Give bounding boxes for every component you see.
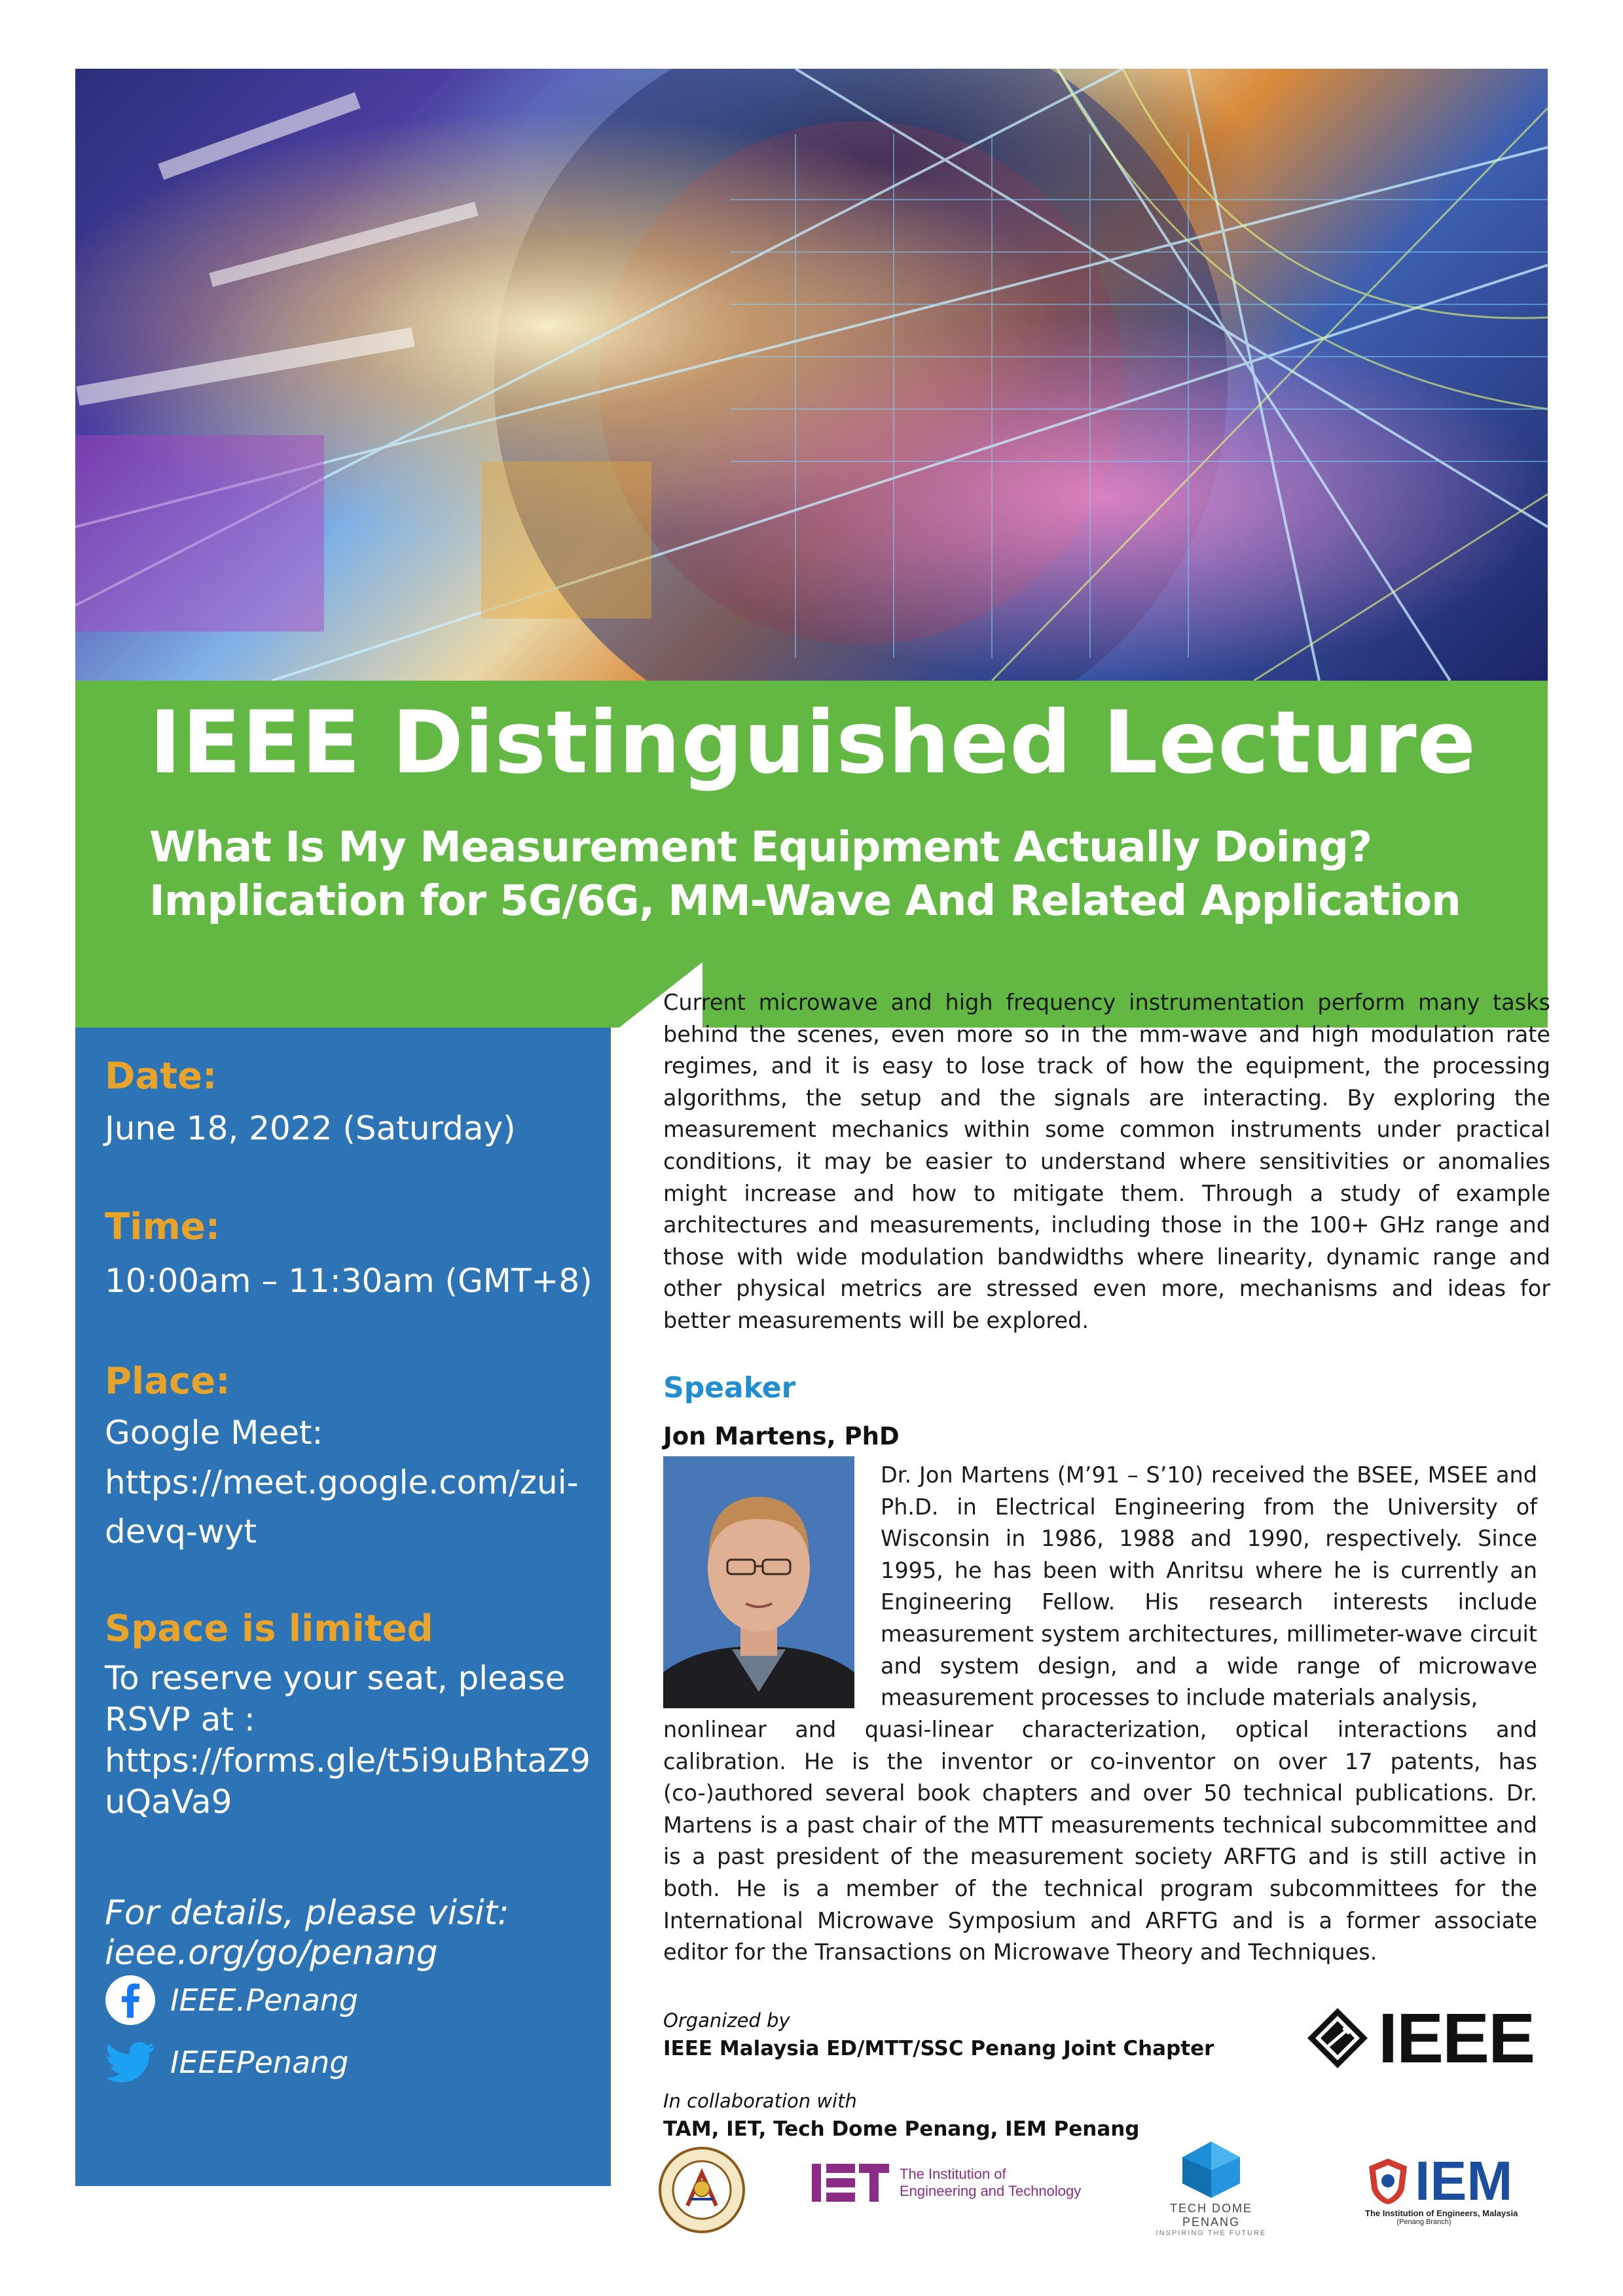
date-heading: Date: (105, 1055, 217, 1098)
lecture-abstract: Current microwave and high frequency instrumentation perform many tasks behind the scenes, even more so in the mm-wave and high modulation rate regimes, and it is easy to lose track of how the equipment, the processing algorithms, the setup and the signals are interacting. By exploring the measurement mechanics within some common instruments under practical conditions, it may be easier to understand where sensitivities or anomalies might increase and how to mitigate them. Through a study of example architectures and measurements, including those in the 100+ GHz range and those with wide modulation bandwidths where linearity, dynamic range and other physical metrics are stressed even more, mechanisms and ideas for better measurements will be explored. (663, 990, 1550, 1333)
iem-logo-text: IEM (1415, 2150, 1513, 2212)
hero-abstract-graphic (75, 69, 1548, 681)
details-link[interactable]: ieee.org/go/penang (105, 1933, 438, 1973)
techdome-tagline: INSPIRING THE FUTURE (1156, 2229, 1267, 2237)
organizer-name: IEEE Malaysia ED/MTT/SSC Penang Joint Chapter (663, 2037, 1214, 2060)
twitter-link[interactable] (105, 2037, 349, 2088)
collaborators: TAM, IET, Tech Dome Penang, IEM Penang (663, 2117, 1140, 2141)
techdome-logo (1139, 2140, 1283, 2237)
ieee-logo-text: IEEE (1378, 1998, 1535, 2077)
ieee-diamond-icon (1306, 2007, 1369, 2070)
hero-image (75, 69, 1548, 681)
place-line-1: Google Meet: (105, 1414, 323, 1452)
details-line-1: For details, please visit: (105, 1893, 509, 1933)
facebook-icon (105, 1975, 156, 2026)
iet-mark-icon (812, 2162, 890, 2203)
lecture-subtitle-line-1: What Is My Measurement Equipment Actually Doing? (149, 823, 1372, 872)
techdome-hexagon-icon (1178, 2140, 1244, 2199)
speaker-heading: Speaker (663, 1371, 796, 1405)
sidebar-right-edge (611, 1028, 663, 2186)
iet-logo (812, 2160, 1081, 2206)
place-heading: Place: (105, 1360, 230, 1403)
meet-link-line-2[interactable]: devq-wyt (105, 1513, 257, 1551)
tam-logo (655, 2147, 750, 2232)
iem-branch: (Penang Branch) (1396, 2218, 1451, 2226)
rsvp-link-line-1[interactable]: https://forms.gle/t5i9uBhtaZ9 (105, 1742, 591, 1780)
twitter-handle: IEEEPenang (170, 2045, 349, 2080)
iem-logo (1365, 2150, 1561, 2238)
speaker-photo (663, 1456, 854, 1708)
iet-name-line-1: The Institution of (900, 2166, 1006, 2182)
space-limited-heading: Space is limited (105, 1607, 433, 1650)
organized-by-label: Organized by (663, 2009, 790, 2032)
speaker-bio-part-1: Dr. Jon Martens (M’91 – S’10) received the BSEE, MSEE and Ph.D. in Electrical Engineering from the University of Wisconsin in 1986, 1988 and 1990, respectively. Since 1995, he has been with Anritsu where he is currently an Engineering Fellow. His research interests include measurement system architectures, millimeter-wave circuit and system design, and a wide range of microwave measurement processes to include materials analysis, (881, 1462, 1537, 1711)
meet-link-line-1[interactable]: https://meet.google.com/zui- (105, 1463, 579, 1501)
rsvp-line-1: To reserve your seat, please (105, 1659, 566, 1697)
iem-crest-icon (1365, 2156, 1411, 2206)
event-title: IEEE Distinguished Lecture (149, 692, 1477, 793)
facebook-handle: IEEE.Penang (170, 1982, 359, 2018)
speaker-name: Jon Martens, PhD (663, 1422, 900, 1450)
facebook-link[interactable] (105, 1975, 358, 2026)
time-value: 10:00am – 11:30am (GMT+8) (105, 1262, 593, 1300)
ieee-logo (1306, 1998, 1535, 2077)
iem-name: The Institution of Engineers, Malaysia (1365, 2208, 1518, 2218)
iet-name-line-2: Engineering and Technology (900, 2183, 1082, 2199)
lecture-subtitle-line-2: Implication for 5G/6G, MM-Wave And Related Application (149, 877, 1461, 925)
rsvp-link-line-2[interactable]: uQaVa9 (105, 1783, 232, 1821)
time-heading: Time: (105, 1206, 221, 1248)
twitter-icon (105, 2037, 156, 2088)
collaboration-label: In collaboration with (663, 2090, 857, 2112)
techdome-name: TECH DOME PENANG (1170, 2202, 1252, 2229)
speaker-bio-part-2: nonlinear and quasi-linear characterization, optical interactions and calibration. He is the inventor or co-inventor on over 17 patents, has (co-)authored several book chapters and over 50 technical publications. Dr. Martens is a past chair of the MTT measurements technical subcommittee and is a past president of the measurement society ARFTG and is still active in both. He is a member of the technical program subcommittees for the International Microwave Symposium and ARFTG and is a former associate editor for the Transactions on Microwave Theory and Techniques. (663, 1717, 1537, 1965)
rsvp-line-2: RSVP at : (105, 1700, 255, 1738)
date-value: June 18, 2022 (Saturday) (105, 1109, 516, 1147)
